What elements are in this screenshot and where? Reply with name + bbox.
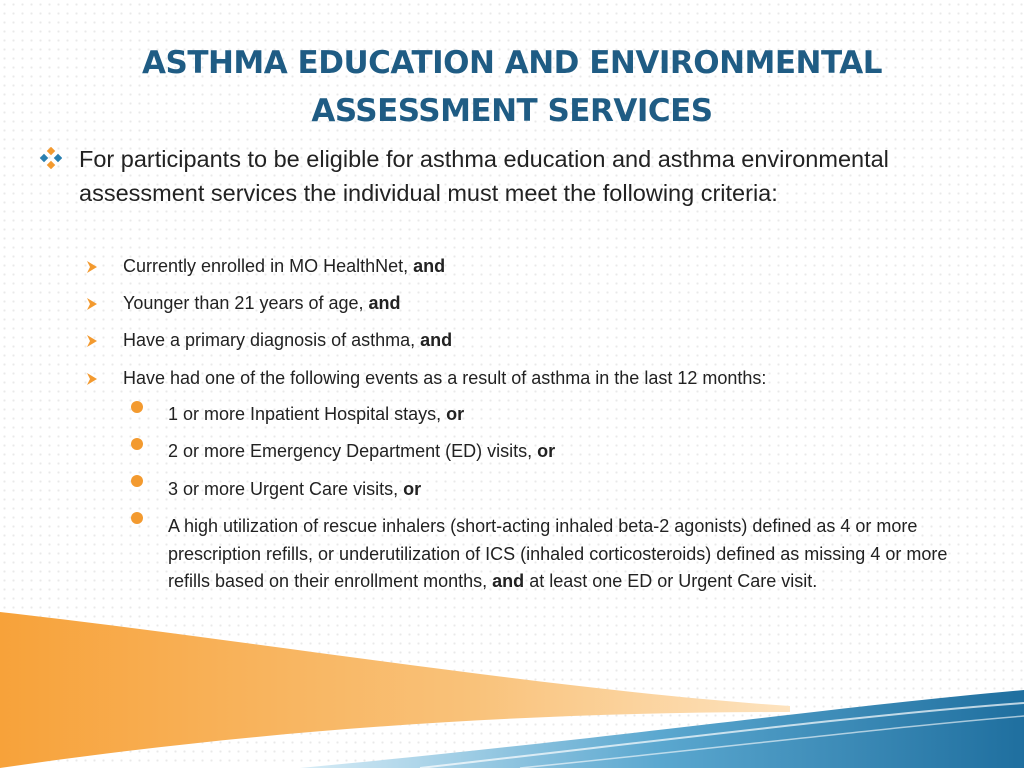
dot-icon <box>131 475 143 487</box>
eligibility-intro: For participants to be eligible for asthma education and asthma environmental assessment services the individual must meet the following criteria: <box>79 146 889 206</box>
event-item: 1 or more Inpatient Hospital stays, or <box>168 404 465 424</box>
criteria-item: Currently enrolled in MO HealthNet, and <box>123 256 446 276</box>
title-line-1: ASTHMA EDUCATION AND ENVIRONMENTAL <box>142 44 882 81</box>
dot-icon <box>131 512 143 524</box>
arrowhead-icon <box>86 334 98 348</box>
criteria-item: Have had one of the following events as a result of asthma in the last 12 months: <box>123 368 767 388</box>
dot-icon <box>131 401 143 413</box>
event-item: 2 or more Emergency Department (ED) visits, or <box>168 441 556 461</box>
arrowhead-icon <box>86 260 98 274</box>
criteria-item: Younger than 21 years of age, and <box>123 293 401 313</box>
arrowhead-icon <box>86 297 98 311</box>
event-item: 3 or more Urgent Care visits, or <box>168 479 422 499</box>
diamond-cluster-icon <box>40 147 62 169</box>
dot-icon <box>131 438 143 450</box>
title-line-2: ASSESSMENT SERVICES <box>311 92 713 129</box>
criteria-item: Have a primary diagnosis of asthma, and <box>123 330 453 350</box>
arrowhead-icon <box>86 372 98 386</box>
event-item: A high utilization of rescue inhalers (short-acting inhaled beta-2 agonists) defined as 4 or more prescription refills, or underutilization of ICS (inhaled corticosteroids) defined as missing 4 or more refills based on their enrollment months, and at least one ED or Urgent Care visit. <box>168 516 948 591</box>
